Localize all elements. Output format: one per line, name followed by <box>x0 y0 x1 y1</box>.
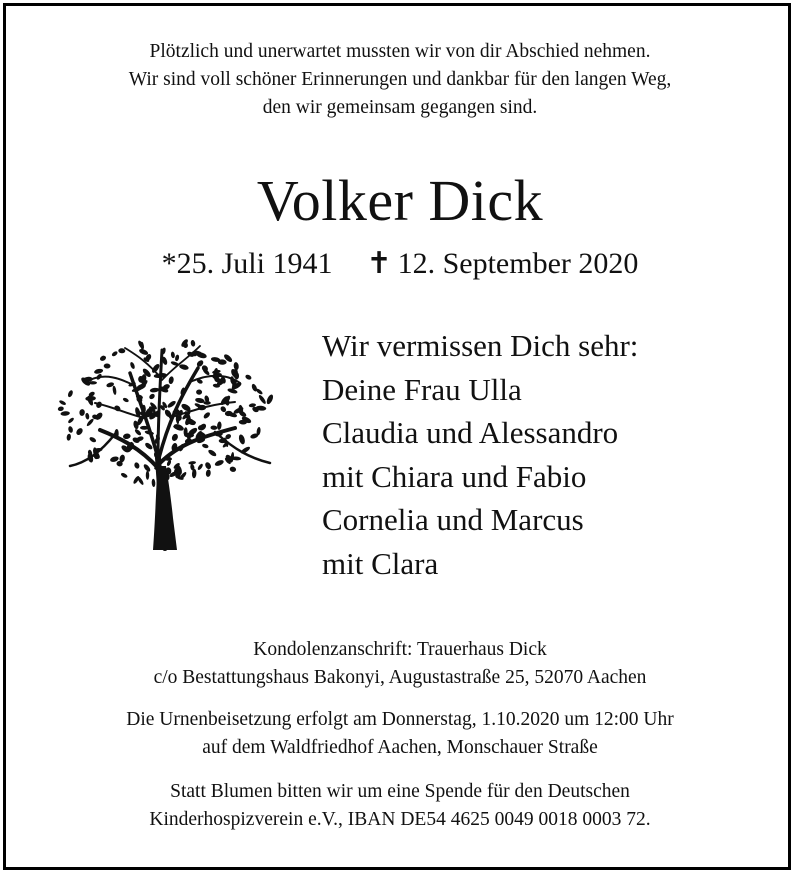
tree-leaf <box>171 433 179 442</box>
survivor-line: Deine Frau Ulla <box>322 371 522 407</box>
survivor-line: Claudia und Alessandro <box>322 415 619 450</box>
tree-leaf <box>210 425 217 430</box>
tree-leaf <box>179 363 190 370</box>
cross-icon: ✝ <box>366 247 392 280</box>
tree-leaf <box>111 350 118 357</box>
tree-leaf <box>171 351 176 358</box>
burial-line: auf dem Waldfriedhof Aachen, Monschauer Straße <box>202 737 598 758</box>
survivor-line: Cornelia und Marcus <box>322 502 584 537</box>
tree-leaf <box>150 387 160 393</box>
tree-leaf <box>120 472 128 479</box>
tree-icon <box>40 318 290 568</box>
burial-line: Die Urnenbeisetzung erfolgt am Donnerstag, 1.10.2020 um 12:00 Uhr <box>126 709 674 730</box>
tree-leaf <box>245 374 253 381</box>
tree-leaf <box>190 340 196 347</box>
tree-leaf <box>265 394 274 406</box>
tree-leaf <box>174 354 179 361</box>
tree-leaf <box>89 436 97 443</box>
tree-leaf <box>104 363 111 368</box>
intro-text <box>0 38 800 122</box>
tree-leaf <box>205 469 211 477</box>
tree-leaf <box>133 462 140 470</box>
birth-date: *25. Juli 1941 <box>161 247 333 280</box>
tree-leaf <box>203 401 210 405</box>
tree-leaf <box>122 397 129 403</box>
deceased-name: Volker Dick <box>256 168 544 233</box>
tree-leaf <box>134 428 142 436</box>
tree-leaf <box>94 368 104 375</box>
intro-line: Plötzlich und unerwartet mussten wir von dir Abschied nehmen. <box>149 41 651 62</box>
tree-leaf <box>151 479 155 487</box>
tree-leaf <box>229 466 236 472</box>
tree-leaf <box>112 385 117 395</box>
tree-leaf <box>85 396 96 402</box>
tree-leaf <box>99 355 107 362</box>
tree-leaf <box>67 390 74 398</box>
tree-leaf <box>118 348 125 353</box>
donation-info <box>0 778 800 834</box>
tree-leaf <box>207 449 217 458</box>
tree-leaf <box>197 463 204 471</box>
tree-leaf <box>146 471 149 480</box>
tree-leaf <box>202 443 210 449</box>
tree-leaf <box>217 421 222 430</box>
donation-line: Kinderhospizverein e.V., IBAN DE54 4625 0049 0018 0003 72. <box>149 809 651 830</box>
condolence-address <box>0 636 800 692</box>
survivors-list <box>322 324 638 585</box>
condolence-line: c/o Bestattungshaus Bakonyi, Augustastraße 25, 52070 Aachen <box>153 667 647 688</box>
donation-line: Statt Blumen bitten wir um eine Spende für den Deutschen <box>170 781 630 802</box>
tree-leaf <box>60 411 70 416</box>
tree-leaf <box>203 411 212 419</box>
tree-leaf <box>59 399 67 405</box>
tree-leaf <box>129 361 135 369</box>
tree-leaf <box>214 459 225 467</box>
tree-leaf <box>68 426 74 434</box>
tree-leaf <box>233 362 239 371</box>
survivor-line: mit Chiara und Fabio <box>322 458 587 494</box>
tree-leaf <box>67 417 74 424</box>
tree-leaf <box>204 461 212 470</box>
tree-leaf <box>238 434 246 445</box>
survivor-line: mit Clara <box>322 545 439 581</box>
tree-leaf <box>85 413 90 420</box>
tree-leaf <box>258 394 267 405</box>
tree-leaf <box>79 409 85 416</box>
tree-leaf <box>123 433 131 440</box>
burial-info <box>0 706 800 762</box>
survivor-line: Wir vermissen Dich sehr: <box>322 328 639 363</box>
intro-line: den wir gemeinsam gegangen sind. <box>262 97 538 118</box>
tree-leaf <box>75 427 84 436</box>
intro-line: Wir sind voll schöner Erinnerungen und dankbar für den langen Weg, <box>128 69 672 90</box>
tree-leaf <box>66 433 71 441</box>
condolence-line: Kondolenzanschrift: Trauerhaus Dick <box>253 639 547 660</box>
tree-leaf <box>148 393 156 400</box>
tree-leaf <box>57 406 64 412</box>
life-dates <box>0 244 800 284</box>
death-date: 12. September 2020 <box>397 247 639 280</box>
tree-leaf <box>196 389 202 394</box>
tree-leaf <box>168 376 174 385</box>
